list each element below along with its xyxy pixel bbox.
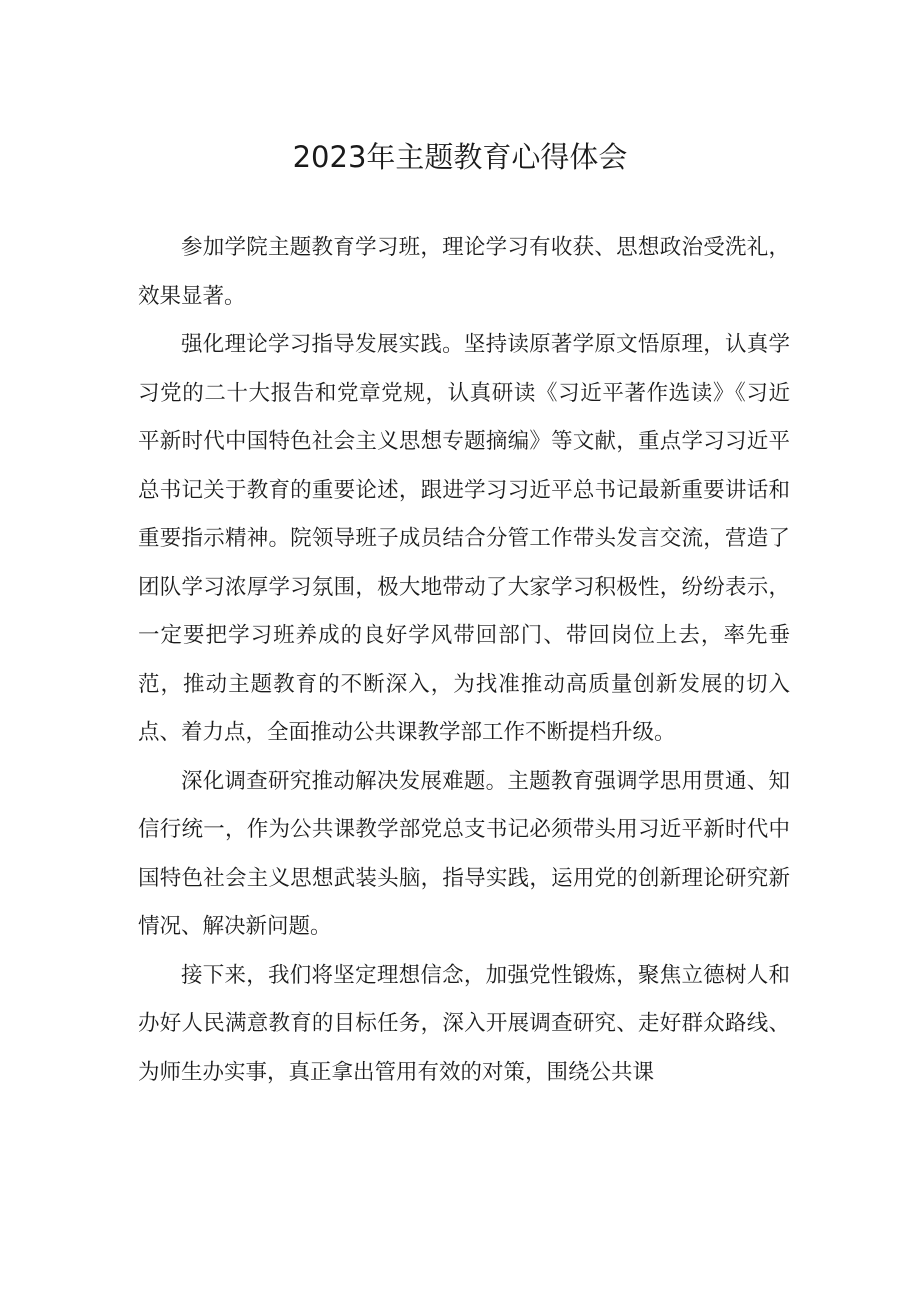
document-body xyxy=(138,224,790,1097)
paragraph-theory-study: 强化理论学习指导发展实践。坚持读原著学原文悟原理，认真学习党的二十大报告和党章党规，认真研读《习近平著作选读》《习近平新时代中国特色社会主义思想专题摘编》等文献，重点学习习近平总书记关于教育的重要论述，跟进学习习近平总书记最新重要讲话和重要指示精神。院领导班子成员结合分管工作带头发言交流，营造了团队学习浓厚学习氛围，极大地带动了大家学习积极性，纷纷表示，一定要把学习班养成的良好学风带回部门、带回岗位上去，率先垂范，推动主题教育的不断深入，为找准推动高质量创新发展的切入点、着力点，全面推动公共课教学部工作不断提档升级。 xyxy=(138,332,790,745)
paragraph-research: 深化调查研究推动解决发展难题。主题教育强调学思用贯通、知信行统一，作为公共课教学部党总支书记必须带头用习近平新时代中国特色社会主义思想武装头脑，指导实践，运用党的创新理论研究新情况、解决新问题。 xyxy=(138,768,790,939)
paragraph-next-steps: 接下来，我们将坚定理想信念，加强党性锻炼，聚焦立德树人和办好人民满意教育的目标任务，深入开展调查研究、走好群众路线、为师生办实事，真正拿出管用有效的对策，围绕公共课 xyxy=(138,962,790,1085)
paragraph-intro: 参加学院主题教育学习班，理论学习有收获、思想政治受洗礼，效果显著。 xyxy=(138,235,790,309)
document-title: 2023年主题教育心得体会 xyxy=(292,140,628,174)
